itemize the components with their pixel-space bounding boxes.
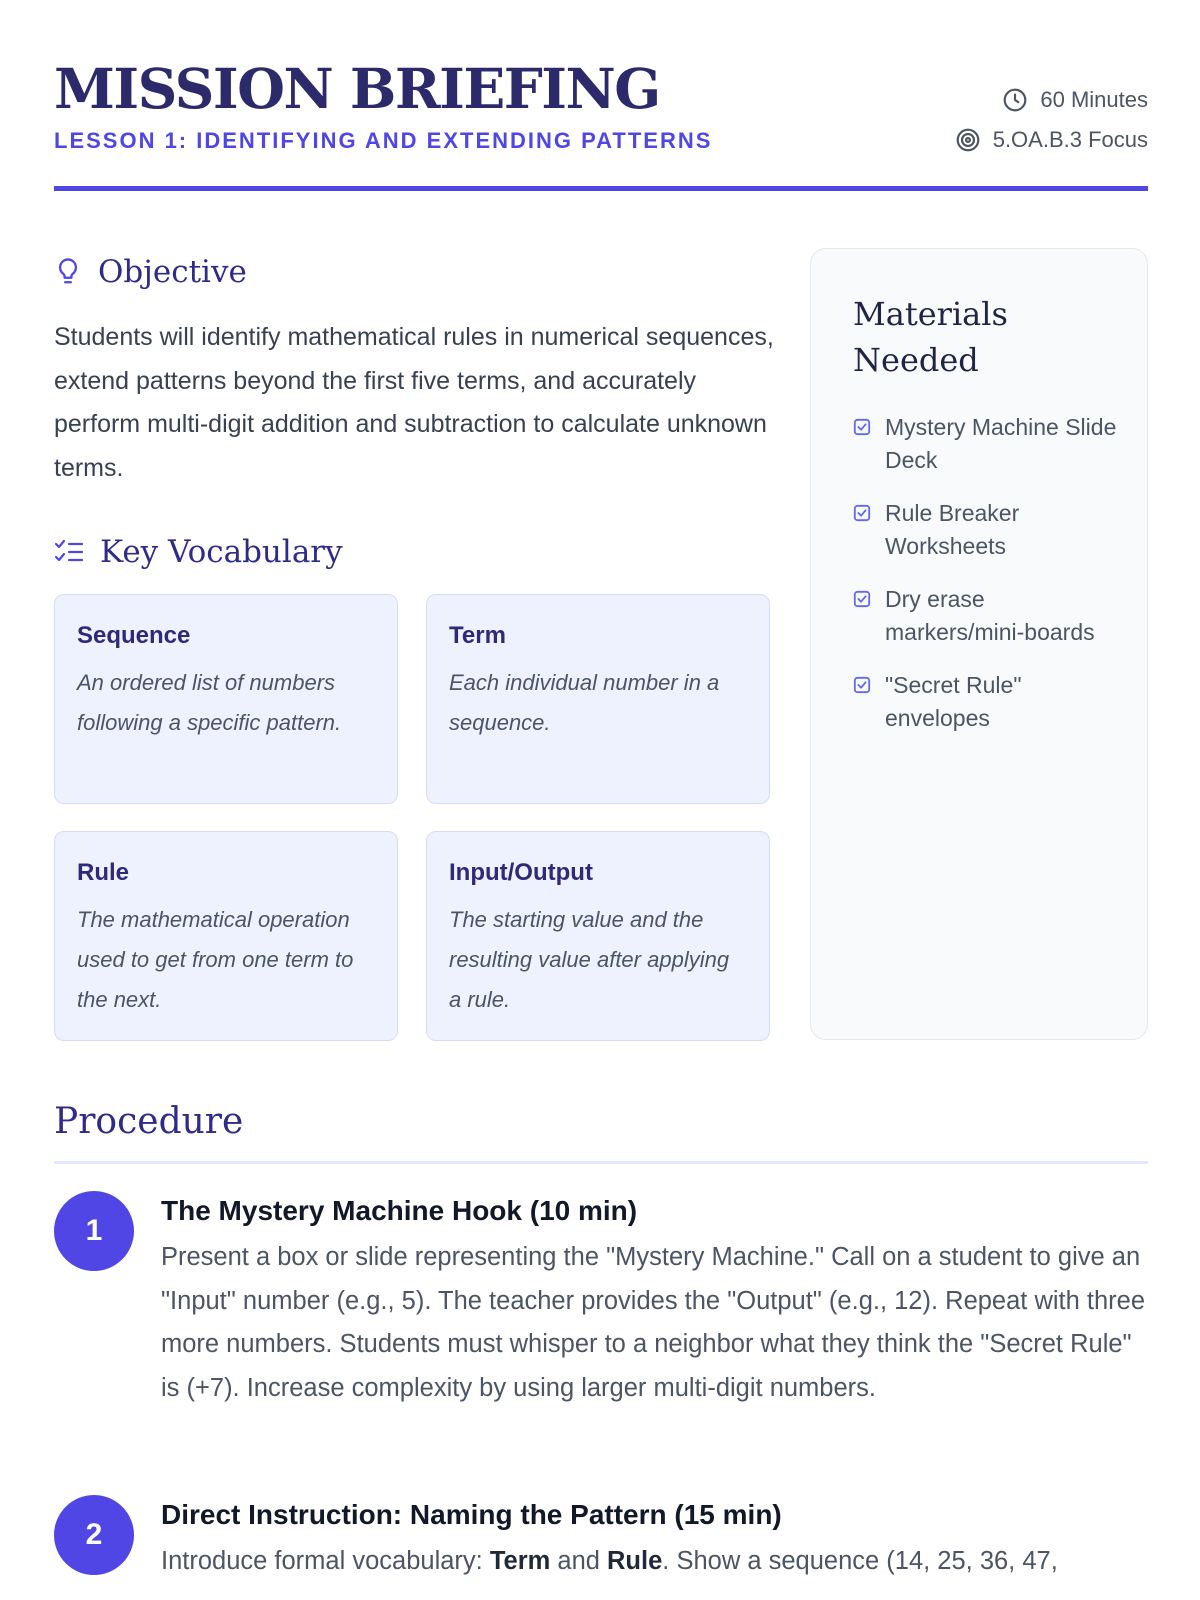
step-text	[161, 1540, 1148, 1584]
procedure-heading: Procedure	[54, 1101, 244, 1142]
vocabulary-heading-text: Key Vocabulary	[100, 534, 343, 570]
checkbox-icon	[853, 676, 871, 694]
vocab-term: Rule	[77, 859, 130, 886]
duration-text: 60 Minutes	[1040, 87, 1148, 112]
step-text-part: . Show a sequence (14, 25, 36, 47,	[662, 1547, 1058, 1575]
header	[54, 52, 1148, 194]
header-divider	[54, 186, 1148, 191]
vocab-card-term	[426, 594, 770, 804]
lesson-subtitle: LESSON 1: IDENTIFYING AND EXTENDING PATTERNS	[54, 128, 713, 153]
vocab-term: Term	[449, 622, 506, 649]
step-title: Direct Instruction: Naming the Pattern (15 min)	[161, 1499, 782, 1530]
materials-item-text: Rule Breaker Worksheets	[885, 500, 1020, 559]
vocab-card-rule	[54, 831, 398, 1041]
step-number-badge: 1	[54, 1191, 134, 1271]
standard-text: 5.OA.B.3 Focus	[992, 127, 1148, 152]
vocab-definition: An ordered list of numbers following a specific pattern.	[77, 670, 342, 735]
checkbox-icon	[853, 418, 871, 436]
materials-item-text: Mystery Machine Slide Deck	[885, 414, 1117, 473]
lesson-meta	[955, 86, 1148, 166]
duration-row	[955, 86, 1148, 114]
step-text-part: and	[550, 1547, 608, 1575]
standard-row	[955, 126, 1148, 154]
materials-item	[853, 497, 1117, 563]
vocab-definition: Each individual number in a sequence.	[449, 670, 720, 735]
vocabulary-heading	[54, 532, 343, 572]
vocab-definition: The mathematical operation used to get from one term to the next.	[77, 907, 354, 1012]
step-text-part: Introduce formal vocabulary:	[161, 1547, 490, 1575]
target-icon	[955, 127, 981, 153]
materials-list	[853, 411, 1117, 735]
materials-item	[853, 669, 1117, 735]
step-title: The Mystery Machine Hook (10 min)	[161, 1195, 638, 1226]
lesson-page	[54, 0, 1148, 1600]
checkbox-icon	[853, 504, 871, 522]
vocab-term: Sequence	[77, 622, 191, 649]
objective-heading-text: Objective	[98, 254, 247, 290]
vocab-definition: The starting value and the resulting value after applying a rule.	[449, 907, 730, 1012]
materials-item	[853, 583, 1117, 649]
vocab-card-input-output	[426, 831, 770, 1041]
step-text-bold: Term	[489, 1547, 551, 1575]
step-text: Present a box or slide representing the "Mystery Machine." Call on a student to give an "Input" number (e.g., 5). The teacher provides the "Output" (e.g., 12). Repeat with three more numbers. Students must whisper to a neighbor what they think the "Secret Rule" is (+7). Increase complexity by using larger multi-digit numbers.	[161, 1243, 1146, 1402]
objective-heading	[54, 252, 247, 292]
materials-item-text: "Secret Rule" envelopes	[885, 672, 1022, 731]
materials-item-text: Dry erase markers/mini-boards	[885, 586, 1095, 645]
step-body	[161, 1495, 1148, 1584]
clock-icon	[1002, 87, 1028, 113]
step-number-badge: 2	[54, 1495, 134, 1575]
vocab-card-sequence	[54, 594, 398, 804]
checkbox-icon	[853, 590, 871, 608]
page-title: MISSION BRIEFING	[54, 56, 660, 121]
checklist-icon	[54, 538, 84, 566]
step-text-bold: Rule	[607, 1547, 663, 1575]
materials-item	[853, 411, 1117, 477]
materials-title: Materials Needed	[853, 295, 1008, 379]
materials-panel	[810, 248, 1148, 1040]
lightbulb-icon	[54, 256, 82, 288]
procedure-divider	[54, 1161, 1148, 1164]
step-body	[161, 1191, 1148, 1410]
objective-text: Students will identify mathematical rules in numerical sequences, extend patterns beyond the first five terms, and accurately perform multi-digit addition and subtraction to calculate unknown terms.	[54, 323, 774, 482]
vocab-term: Input/Output	[449, 859, 593, 886]
